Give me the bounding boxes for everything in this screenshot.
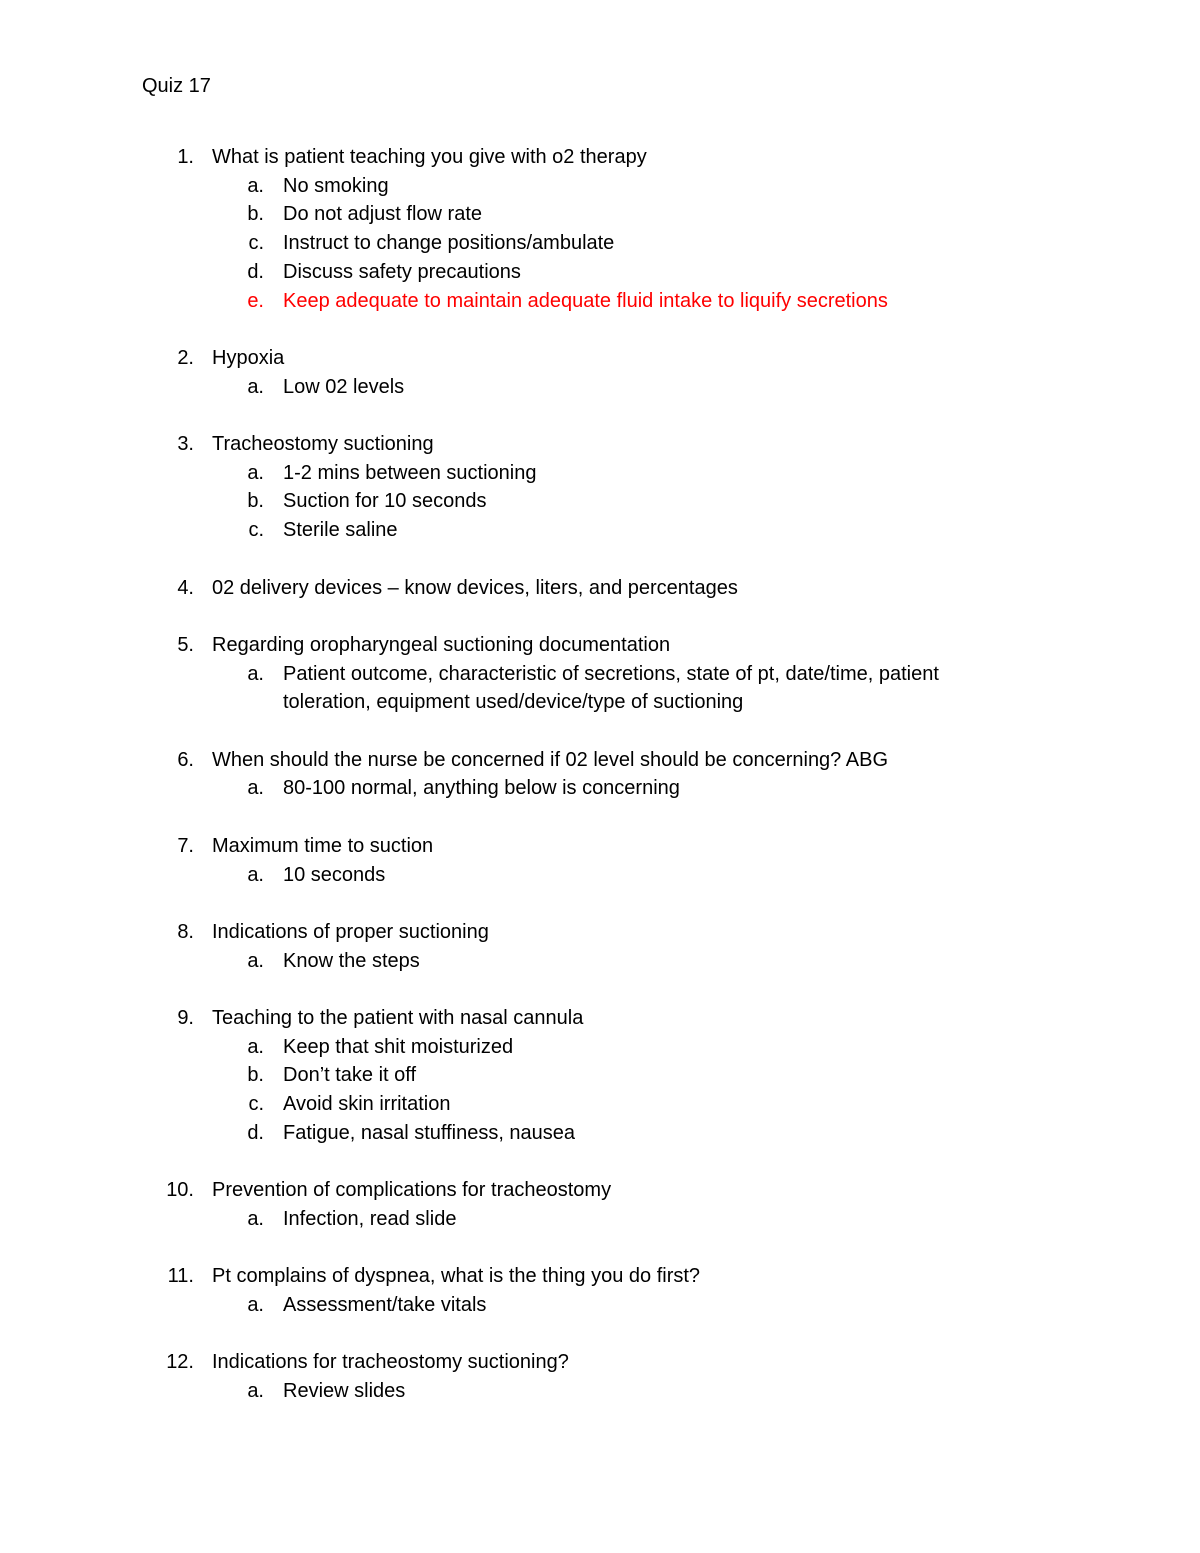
answer-text: Infection, read slide: [283, 1207, 457, 1230]
answer-letter: b.: [247, 1064, 264, 1087]
answer-text: Instruct to change positions/ambulate: [283, 232, 615, 255]
question-number: 6.: [177, 748, 194, 771]
question-text: Hypoxia: [212, 346, 285, 369]
question-number: 11.: [167, 1265, 194, 1288]
question-text: What is patient teaching you give with o2 therapy: [212, 146, 647, 168]
answer-text: Assessment/take vitals: [283, 1294, 487, 1316]
answer-continuation: toleration, equipment used/device/type of suctioning: [283, 691, 744, 714]
answer-text: Patient outcome, characteristic of secretions, state of pt, date/time, patient: [283, 662, 939, 685]
answer-text: Suction for 10 seconds: [283, 490, 487, 513]
answer-letter: a.: [247, 863, 264, 886]
answer-text: 10 seconds: [283, 863, 386, 886]
answer-letter: a.: [247, 375, 264, 398]
question-number: 7.: [177, 834, 194, 857]
question-text: Prevention of complications for tracheostomy: [212, 1179, 612, 1202]
question-number: 3.: [177, 433, 194, 455]
question-text: Maximum time to suction: [212, 834, 434, 857]
answer-text: Sterile saline: [283, 519, 398, 542]
answer-text: Avoid skin irritation: [283, 1093, 451, 1116]
answer-letter: b.: [247, 490, 264, 513]
answer-letter: d.: [247, 260, 264, 283]
answer-text: 1-2 mins between suctioning: [283, 461, 537, 484]
answer-text: Don’t take it off: [283, 1064, 417, 1087]
question-text: Regarding oropharyngeal suctioning documentation: [212, 633, 671, 656]
answer-letter: a.: [247, 949, 264, 972]
answer-letter: a.: [247, 174, 264, 197]
answer-text: 80-100 normal, anything below is concerning: [283, 777, 680, 800]
question-text: When should the nurse be concerned if 02 level should be concerning? ABG: [212, 748, 888, 771]
answer-text: Low 02 levels: [283, 375, 405, 398]
question-number: 8.: [177, 920, 194, 943]
answer-text: Keep adequate to maintain adequate fluid intake to liquify secretions: [283, 289, 888, 312]
answer-text: No smoking: [283, 174, 389, 197]
question-number: 4.: [177, 576, 194, 599]
answer-text: Discuss safety precautions: [283, 260, 521, 283]
answer-letter: a.: [247, 662, 264, 685]
question-number: 12.: [166, 1351, 194, 1374]
answer-text: Fatigue, nasal stuffiness, nausea: [283, 1121, 576, 1144]
answer-letter: a.: [247, 461, 264, 484]
answer-text: Do not adjust flow rate: [283, 203, 482, 226]
question-text: Teaching to the patient with nasal cannula: [212, 1007, 584, 1029]
document-title: Quiz 17: [142, 75, 211, 97]
answer-letter: a.: [247, 1380, 264, 1403]
question-number: 1.: [177, 146, 194, 168]
answer-text: Know the steps: [283, 949, 420, 972]
answer-letter: a.: [247, 1207, 264, 1230]
answer-letter: a.: [247, 1294, 264, 1316]
question-number: 10.: [166, 1179, 194, 1202]
answer-text: Keep that shit moisturized: [283, 1035, 514, 1058]
question-number: 2.: [177, 346, 194, 369]
answer-letter: b.: [247, 203, 264, 226]
question-text: Pt complains of dyspnea, what is the thing you do first?: [212, 1265, 701, 1288]
question-number: 9.: [177, 1007, 194, 1029]
answer-letter: a.: [247, 1035, 264, 1058]
question-text: Tracheostomy suctioning: [212, 433, 434, 455]
answer-letter: a.: [247, 777, 264, 800]
question-text: Indications for tracheostomy suctioning?: [212, 1351, 569, 1374]
answer-letter: c.: [248, 232, 264, 255]
answer-text: Review slides: [283, 1380, 406, 1403]
question-text: 02 delivery devices – know devices, liters, and percentages: [212, 576, 738, 599]
question-number: 5.: [177, 633, 194, 656]
answer-letter: e.: [247, 289, 264, 312]
answer-letter: c.: [248, 519, 264, 542]
question-text: Indications of proper suctioning: [212, 920, 489, 943]
answer-letter: d.: [247, 1121, 264, 1144]
answer-letter: c.: [248, 1093, 264, 1116]
